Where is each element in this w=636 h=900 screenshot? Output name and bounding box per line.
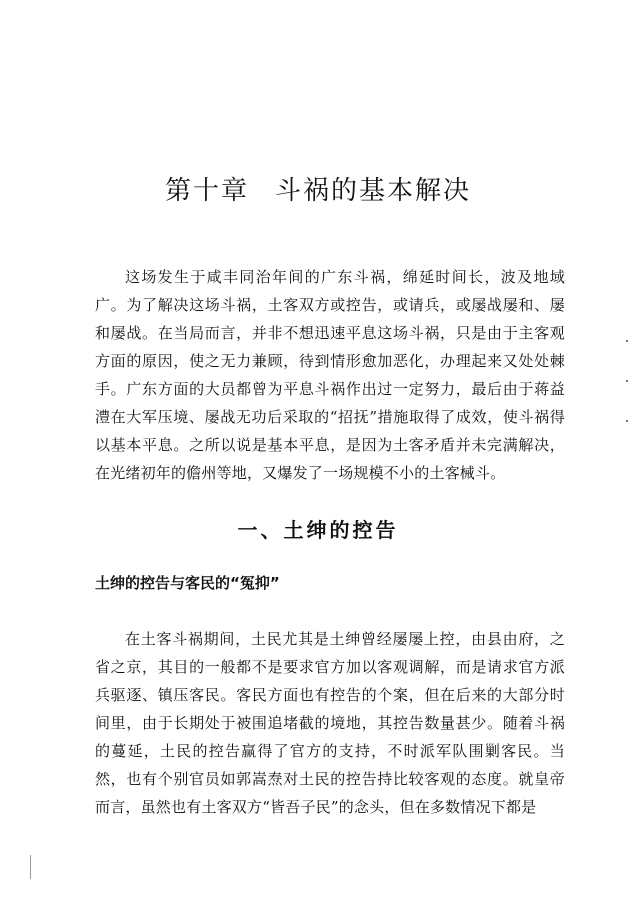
intro-paragraph: 这场发生于咸丰同治年间的广东斗祸，绵延时间长，波及地域广。为了解决这场斗祸，土客双方或控告，或请兵，或屡战屡和、屡和屡战。在当局而言，并非不想迅速平息这场斗祸，只是由于主客观方面的原因，使之无力兼顾，待到情形愈加恶化，办理起来又处处棘手。广东方面的大员都曾为平息斗祸作出过一定努力，最后由于蒋益澧在大军压境、屡战无功后采取的“招抚”措施取得了成效，使斗祸得以基本平息。之所以说是基本平息，是因为土客矛盾并未完满解决，在光绪初年的儋州等地，又爆发了一场规模不小的土客械斗。 — [95, 268, 565, 482]
scan-dot — [626, 420, 628, 422]
chapter-title — [0, 170, 636, 207]
chapter-name: 斗祸的基本解决 — [275, 176, 472, 206]
scan-dot — [626, 380, 628, 382]
scan-edge-mark — [30, 855, 31, 879]
subsection-title: 土绅的控告与客民的“冤抑” — [95, 574, 280, 592]
scan-margin-marks — [624, 340, 630, 470]
scan-dot — [626, 340, 628, 342]
chapter-number: 第十章 — [164, 176, 249, 206]
body-paragraph: 在土客斗祸期间，土民尤其是土绅曾经屡屡上控，由县由府，之省之京，其目的一般都不是要求官方加以客观调解，而是请求官方派兵驱逐、镇压客民。客民方面也有控告的个案，但在后来的大部分时间里，由于长期处于被围追堵截的境地，其控告数量甚少。随着斗祸的蔓延，土民的控告赢得了官方的支持，不时派军队围剿客民。当然，也有个别官员如郭嵩焘对土民的控告持比较客观的态度。就皇帝而言，虽然也有土客双方“皆吾子民”的念头，但在多数情况下都是 — [95, 630, 565, 816]
section-title: 一、土绅的控告 — [237, 518, 399, 542]
